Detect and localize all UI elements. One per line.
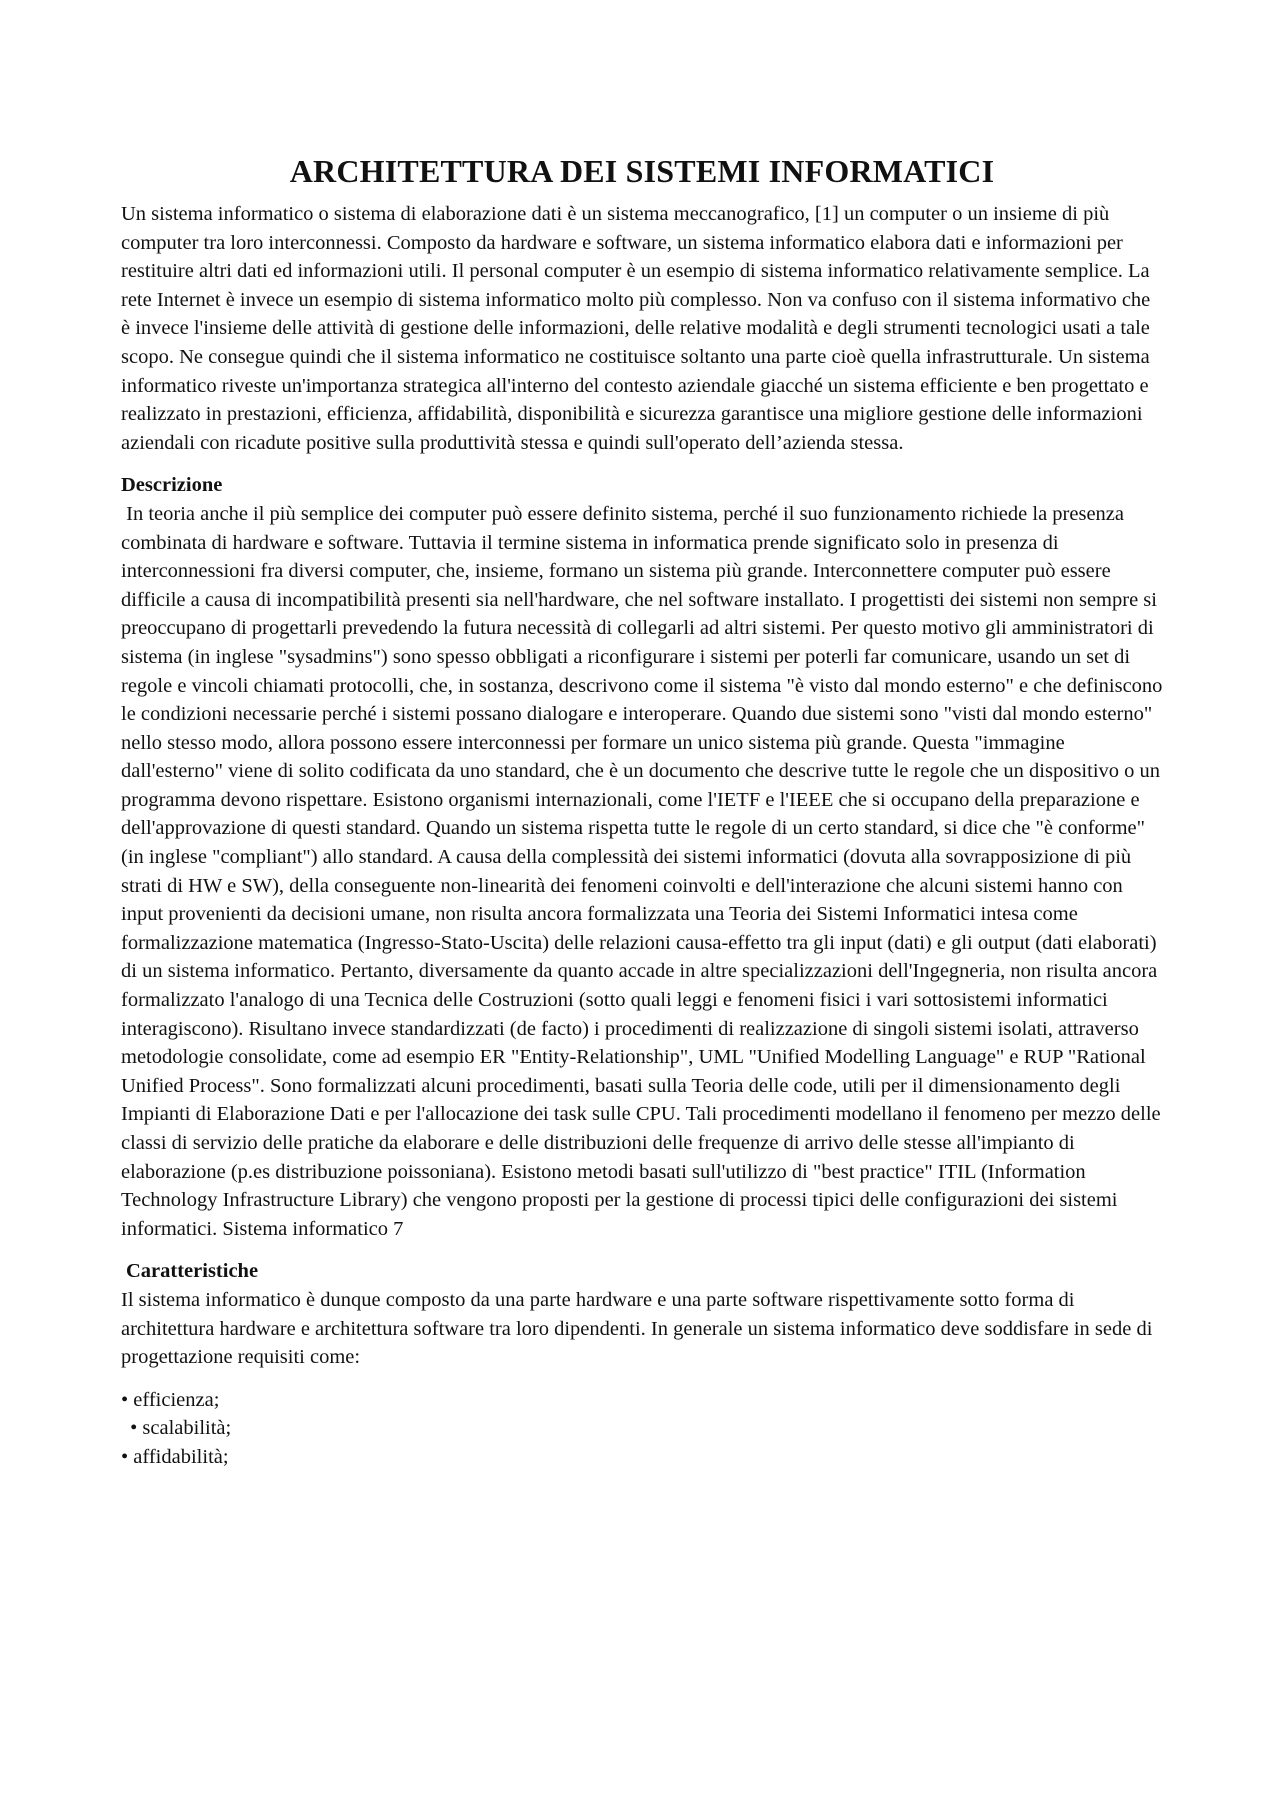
section-heading-caratteristiche: Caratteristiche [126,1260,259,1283]
section-heading-descrizione: Descrizione [121,474,223,497]
intro-paragraph: Un sistema informatico o sistema di elaborazione dati è un sistema meccanografico, [1] un computer o un insieme di più computer tra loro interconnessi. Composto da hardware e software, un sistema informatico elabora dati e informazioni per restituire altri dati ed informazioni utili. Il personal computer è un esempio di sistema informatico relativamente semplice. La rete Internet è invece un esempio di sistema informatico molto più complesso. Non va confuso con il sistema informativo che è invece l'insieme delle attività di gestione delle informazioni, delle relative modalità e degli strumenti tecnologici usati a tale scopo. Ne consegue quindi che il sistema informatico ne costituisce soltanto una parte cioè quella infrastrutturale. Un sistema informatico riveste un'importanza strategica all'interno del contesto aziendale giacché un sistema efficiente e ben progettato e realizzato in prestazioni, efficienza, affidabilità, disponibilità e sicurezza garantisce una migliore gestione delle informazioni aziendali con ricadute positive sulla produttività stessa e quindi sull'operato dell’azienda stessa. [121,203,1151,454]
document-page [121,150,1168,1472]
list-item: • affidabilità; [121,1445,229,1468]
caratteristiche-paragraph: Il sistema informatico è dunque composto da una parte hardware e una parte software rispettivamente sotto forma di architettura hardware e architettura software tra loro dipendenti. In generale un sistema informatico deve soddisfare in sede di progettazione requisiti come: [121,1288,1153,1369]
list-item: • efficienza; [121,1388,220,1411]
list-item: • scalabilità; [125,1417,232,1440]
document-title: ARCHITETTURA DEI SISTEMI INFORMATICI [289,153,995,189]
requirements-list [121,1386,1163,1472]
descrizione-paragraph: In teoria anche il più semplice dei computer può essere definito sistema, perché il suo funzionamento richiede la presenza combinata di hardware e software. Tuttavia il termine sistema in informatica prende significato solo in presenza di interconnessioni fra diversi computer, che, insieme, formano un sistema più grande. Interconnettere computer può essere difficile a causa di incompatibilità presenti sia nell'hardware, che nel software installato. I progettisti dei sistemi non sempre si preoccupano di progettarli prevedendo la futura necessità di collegarli ad altri sistemi. Per questo motivo gli amministratori di sistema (in inglese "sysadmins") sono spesso obbligati a riconfigurare i sistemi per poterli far comunicare, usando un set di regole e vincoli chiamati protocolli, che, in sostanza, descrivono come il sistema "è visto dal mondo esterno" e che definiscono le condizioni necessarie perché i sistemi possano dialogare e interoperare. Quando due sistemi sono "visti dal mondo esterno" nello stesso modo, allora possono essere interconnessi per formare un unico sistema più grande. Questa "immagine dall'esterno" viene di solito codificata da uno standard, che è un documento che descrive tutte le regole che un dispositivo o un programma devono rispettare. Esistono organismi internazionali, come l'IETF e l'IEEE che si occupano della preparazione e dell'approvazione di questi standard. Quando un sistema rispetta tutte le regole di un certo standard, si dice che "è conforme" (in inglese "compliant") allo standard. A causa della complessità dei sistemi informatici (dovuta alla sovrapposizione di più strati di HW e SW), della conseguente non-linearità dei fenomeni coinvolti e dell'interazione che alcuni sistemi hanno con input provenienti da decisioni umane, non risulta ancora formalizzata una Teoria dei Sistemi Informatici intesa come formalizzazione matematica (Ingresso-Stato-Uscita) delle relazioni causa-effetto tra gli input (dati) e gli output (dati elaborati) di un sistema informatico. Pertanto, diversamente da quanto accade in altre specializzazioni dell'Ingegneria, non risulta ancora formalizzato l'analogo di una Tecnica delle Costruzioni (sotto quali leggi e fenomeni fisici i vari sottosistemi informatici interagiscono). Risultano invece standardizzati (de facto) i procedimenti di realizzazione di singoli sistemi isolati, attraverso metodologie consolidate, come ad esempio ER "Entity-Relationship", UML "Unified Modelling Language" e RUP "Rational Unified Process". Sono formalizzati alcuni procedimenti, basati sulla Teoria delle code, utili per il dimensionamento degli Impianti di Elaborazione Dati e per l'allocazione dei task sulle CPU. Tali procedimenti modellano il fenomeno per mezzo delle classi di servizio delle pratiche da elaborare e delle distribuzioni delle frequenze di arrivo delle stesse all'impianto di elaborazione (p.es distribuzione poissoniana). Esistono metodi basati sull'utilizzo di "best practice" ITIL (Information Technology Infrastructure Library) che vengono proposti per la gestione di processi tipici delle configurazioni dei sistemi informatici. Sistema informatico 7 [121,502,1168,1240]
